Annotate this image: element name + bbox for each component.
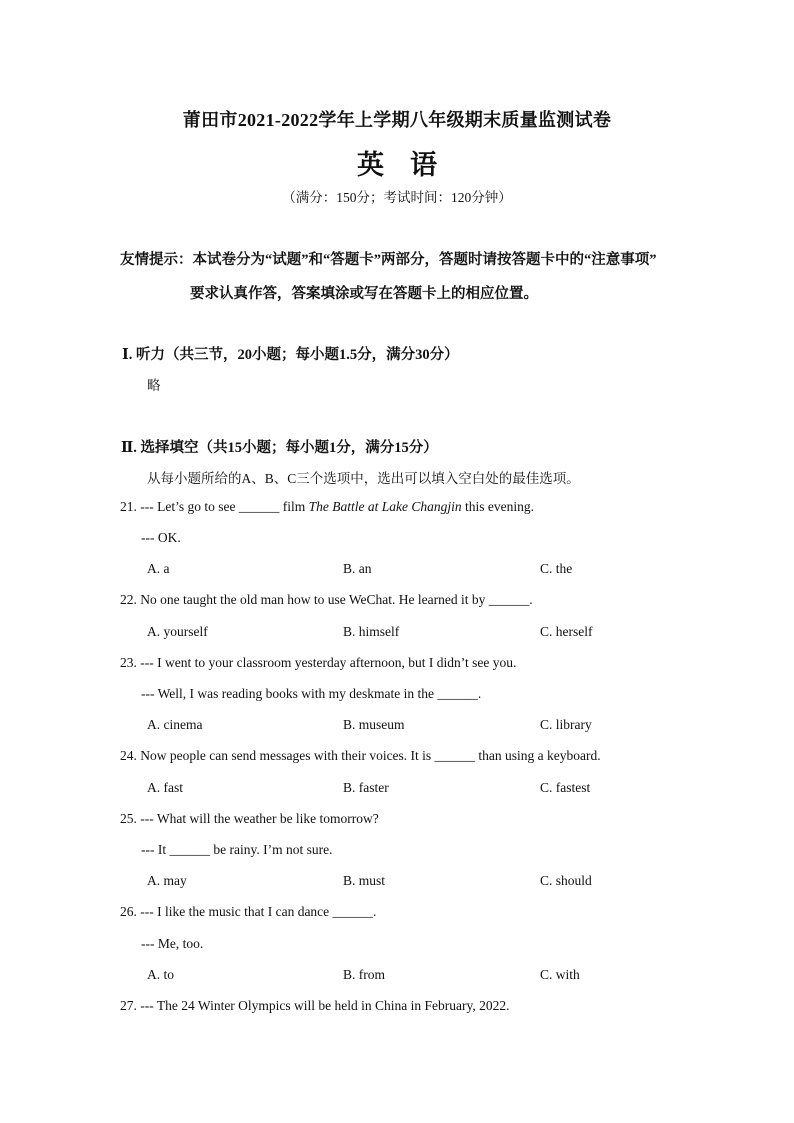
question-24-option-a: A. fast <box>147 780 183 795</box>
question-22-option-c: C. herself <box>540 624 593 639</box>
question-24-option-c: C. fastest <box>540 780 591 795</box>
section-2-instruction: 从每小题所给的A、B、C三个选项中，选出可以填入空白处的最佳选项。 <box>147 471 580 486</box>
question-26: 26. --- I like the music that I can dance ______. <box>120 904 377 919</box>
question-24: 24. Now people can send messages with their voices. It is ______ than using a keyboard. <box>120 748 601 763</box>
tip-line-2: 要求认真作答，答案填涂或写在答题卡上的相应位置。 <box>190 286 538 302</box>
question-27: 27. --- The 24 Winter Olympics will be held in China in February, 2022. <box>120 998 510 1013</box>
question-21-option-a: A. a <box>147 561 170 576</box>
question-21-option-c: C. the <box>540 561 573 576</box>
question-21 <box>120 499 534 515</box>
question-25-option-a: A. may <box>147 873 187 888</box>
question-26-option-c: C. with <box>540 967 580 982</box>
score-info: （满分：150分；考试时间：120分钟） <box>282 190 512 205</box>
question-25-option-b: B. must <box>343 873 386 888</box>
section-1-heading: Ⅰ. 听力（共三节，20小题；每小题1.5分，满分30分） <box>122 347 459 363</box>
question-22-option-b: B. himself <box>343 624 400 639</box>
question-22: 22. No one taught the old man how to use WeChat. He learned it by ______. <box>120 592 533 607</box>
question-22-option-a: A. yourself <box>147 624 208 639</box>
question-21-film-title: The Battle at Lake Changjin <box>308 499 462 514</box>
question-23-option-c: C. library <box>540 717 592 732</box>
subject-title: 英语 <box>357 150 463 180</box>
question-25-reply: --- It ______ be rainy. I’m not sure. <box>141 842 333 857</box>
question-25: 25. --- What will the weather be like tomorrow? <box>120 811 379 826</box>
question-26-option-a: A. to <box>147 967 174 982</box>
question-21-reply: --- OK. <box>141 530 181 545</box>
exam-title: 莆田市2021-2022学年上学期八年级期末质量监测试卷 <box>182 110 612 130</box>
section-1-note: 略 <box>147 378 161 393</box>
question-21-option-b: B. an <box>343 561 372 576</box>
question-24-option-b: B. faster <box>343 780 389 795</box>
question-26-option-b: B. from <box>343 967 385 982</box>
question-23-reply: --- Well, I was reading books with my deskmate in the ______. <box>141 686 482 701</box>
question-23: 23. --- I went to your classroom yesterday afternoon, but I didn’t see you. <box>120 655 517 670</box>
question-21-pre: 21. --- Let’s go to see ______ film <box>120 499 309 514</box>
section-2-heading: Ⅱ. 选择填空（共15小题；每小题1分，满分15分） <box>121 440 438 456</box>
question-23-option-a: A. cinema <box>147 717 203 732</box>
question-21-post: this evening. <box>461 499 534 514</box>
question-26-reply: --- Me, too. <box>141 936 204 951</box>
question-25-option-c: C. should <box>540 873 592 888</box>
question-23-option-b: B. museum <box>343 717 405 732</box>
tip-line-1: 友情提示：本试卷分为“试题”和“答题卡”两部分，答题时请按答题卡中的“注意事项” <box>120 252 657 268</box>
